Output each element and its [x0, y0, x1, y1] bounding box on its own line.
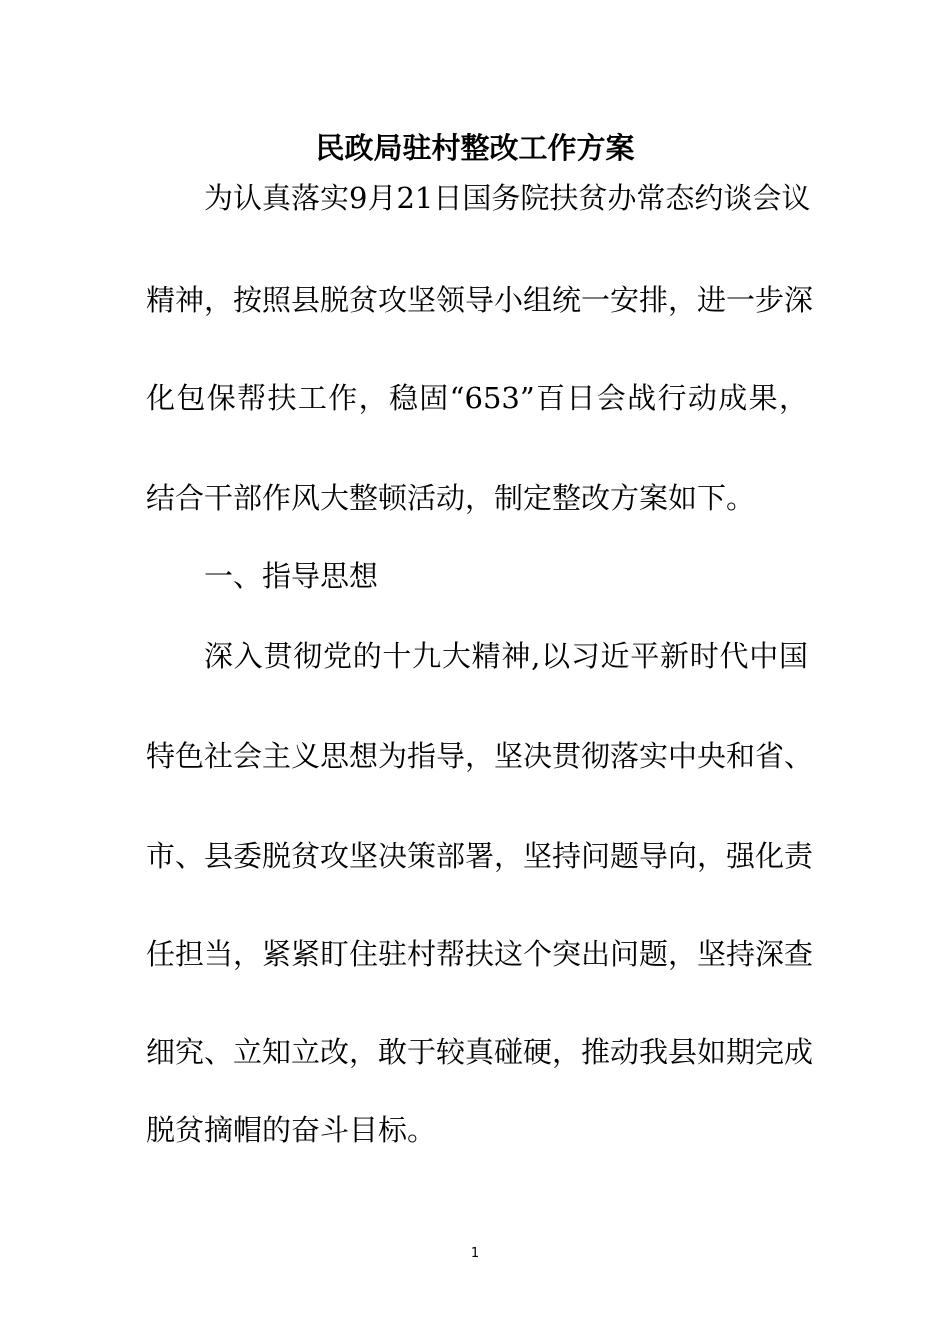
paragraph-1-line-1: 为认真落实9月21日国务院扶贫办常态约谈会议 [204, 181, 811, 215]
paragraph-2-line-3: 市、县委脱贫攻坚决策部署，坚持问题导向，强化责 [146, 839, 814, 873]
paragraph-2-line-5: 细究、立知立改，敢于较真碰硬，推动我县如期完成 [146, 1035, 814, 1069]
paragraph-1-line-2: 精神，按照县脱贫攻坚领导小组统一安排，进一步深 [146, 283, 814, 317]
page-number: 1 [470, 1246, 480, 1261]
document-title: 民政局驻村整改工作方案 [315, 131, 635, 165]
paragraph-2-line-2: 特色社会主义思想为指导，坚决贯彻落实中央和省、 [146, 739, 814, 773]
paragraph-1-line-3: 化包保帮扶工作，稳固“653”百日会战行动成果， [146, 381, 808, 415]
paragraph-2-line-1: 深入贯彻党的十九大精神,以习近平新时代中国 [204, 639, 808, 673]
paragraph-1-line-4: 结合干部作风大整顿活动，制定整改方案如下。 [146, 481, 756, 515]
paragraph-2-line-6: 脱贫摘帽的奋斗目标。 [146, 1113, 437, 1147]
section-heading-guiding-ideology: 一、指导思想 [204, 559, 379, 593]
paragraph-2-line-4: 任担当，紧紧盯住驻村帮扶这个突出问题，坚持深查 [146, 937, 814, 971]
